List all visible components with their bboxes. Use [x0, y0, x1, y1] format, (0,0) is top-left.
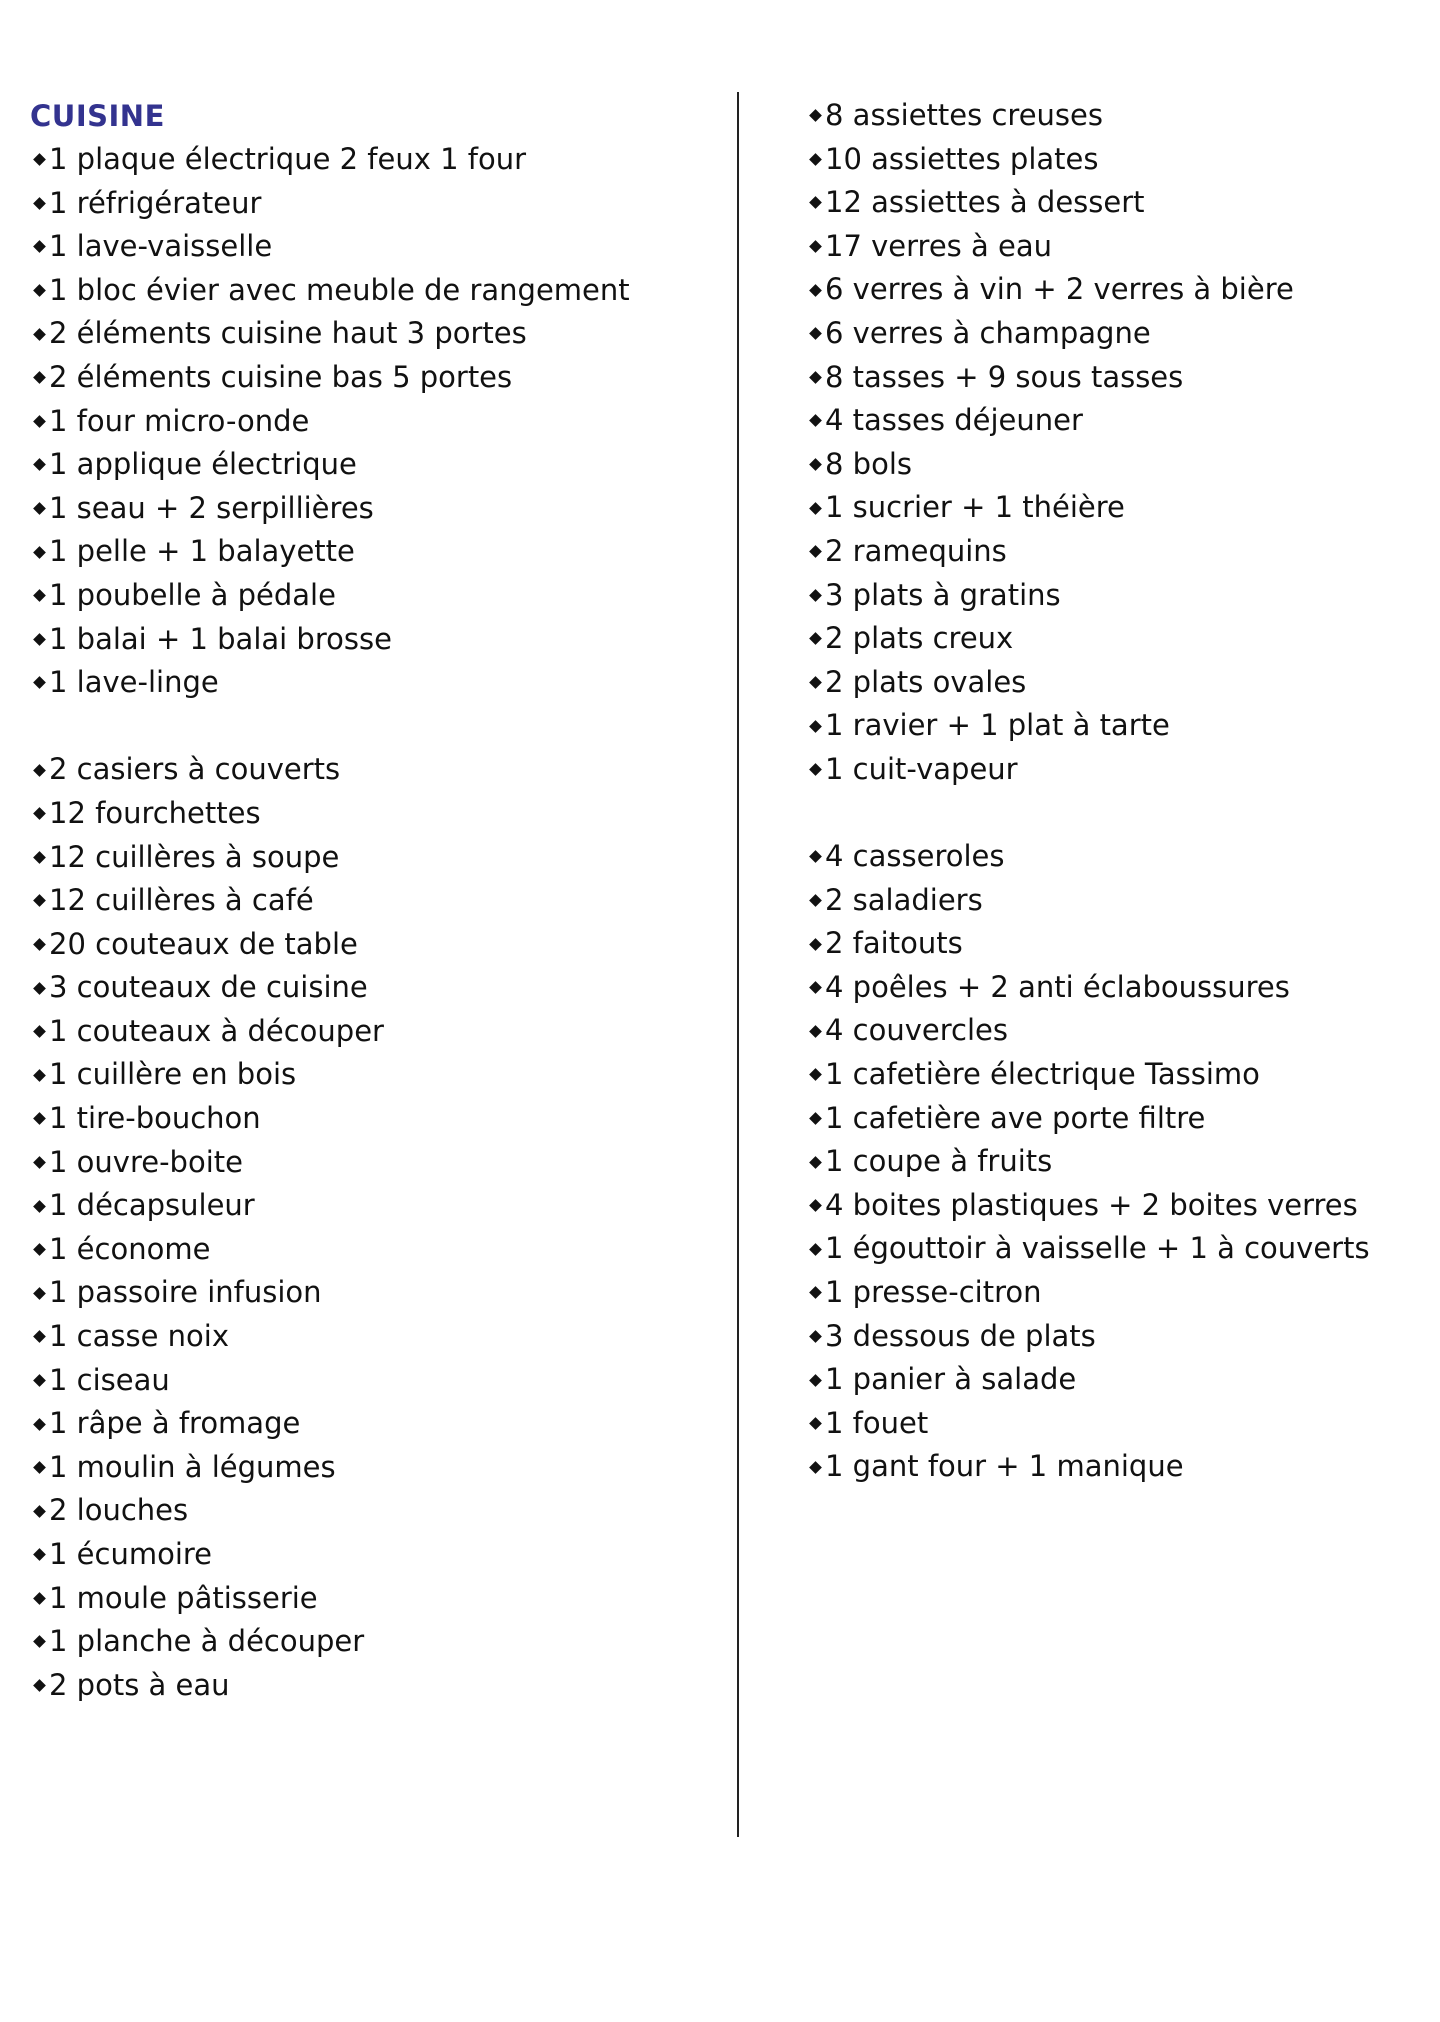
list-item — [806, 1402, 1426, 1446]
item-label: 1 seau + 2 serpillières — [49, 490, 374, 525]
item-label: 20 couteaux de table — [49, 926, 358, 961]
item-label: 6 verres à vin + 2 verres à bière — [825, 272, 1294, 307]
column-divider — [737, 92, 739, 1837]
diamond-bullet-icon — [33, 371, 46, 384]
diamond-bullet-icon — [809, 1068, 822, 1081]
diamond-bullet-icon — [33, 633, 46, 646]
diamond-bullet-icon — [33, 895, 46, 908]
item-label: 3 dessous de plats — [825, 1318, 1096, 1353]
list-item — [806, 661, 1426, 705]
diamond-bullet-icon — [33, 1025, 46, 1038]
diamond-bullet-icon — [33, 1112, 46, 1125]
diamond-bullet-icon — [809, 1243, 822, 1256]
diamond-bullet-icon — [33, 807, 46, 820]
diamond-bullet-icon — [809, 502, 822, 515]
item-label: 1 lave-vaisselle — [49, 229, 273, 264]
list-item — [806, 574, 1426, 618]
list-item — [806, 1445, 1426, 1489]
list-item — [30, 487, 730, 531]
diamond-bullet-icon — [809, 633, 822, 646]
item-label: 1 passoire infusion — [49, 1275, 322, 1310]
item-label: 1 tire-bouchon — [49, 1101, 261, 1136]
list-item — [806, 225, 1426, 269]
item-label: 6 verres à champagne — [825, 315, 1151, 350]
list-item — [30, 1010, 730, 1054]
item-label: 1 économe — [49, 1231, 211, 1266]
diamond-bullet-icon — [809, 1156, 822, 1169]
item-label: 4 boites plastiques + 2 boites verres — [825, 1187, 1358, 1222]
diamond-bullet-icon — [33, 938, 46, 951]
item-label: 1 plaque électrique 2 feux 1 four — [49, 142, 527, 176]
list-item — [806, 1358, 1426, 1402]
diamond-bullet-icon — [809, 153, 822, 166]
item-label: 1 ravier + 1 plat à tarte — [825, 708, 1170, 743]
list-item — [30, 748, 730, 792]
item-label: 1 bloc évier avec meuble de rangement — [49, 272, 630, 307]
diamond-bullet-icon — [809, 1374, 822, 1387]
list-item — [30, 661, 730, 705]
diamond-bullet-icon — [809, 1461, 822, 1474]
item-label: 2 casiers à couverts — [49, 752, 341, 787]
diamond-bullet-icon — [809, 894, 822, 907]
list-item — [806, 1315, 1426, 1359]
item-label: 1 moulin à légumes — [49, 1449, 336, 1484]
item-label: 12 assiettes à dessert — [825, 185, 1145, 220]
list-item — [30, 1489, 730, 1533]
list-item — [30, 138, 730, 182]
diamond-bullet-icon — [33, 284, 46, 297]
item-label: 1 ciseau — [49, 1362, 170, 1397]
item-label: 1 décapsuleur — [49, 1188, 255, 1223]
diamond-bullet-icon — [33, 197, 46, 210]
diamond-bullet-icon — [33, 851, 46, 864]
diamond-bullet-icon — [33, 1156, 46, 1169]
item-label: 1 ouvre-boite — [49, 1144, 243, 1179]
item-label: 1 écumoire — [49, 1537, 213, 1571]
diamond-bullet-icon — [33, 764, 46, 777]
item-label: 8 bols — [825, 446, 912, 481]
list-item — [30, 1620, 730, 1664]
list-item — [806, 312, 1426, 356]
diamond-bullet-icon — [809, 589, 822, 602]
item-label: 1 casse noix — [49, 1319, 230, 1354]
item-label: 2 louches — [49, 1493, 189, 1528]
item-label: 4 tasses déjeuner — [825, 403, 1083, 438]
item-label: 2 plats ovales — [825, 664, 1027, 699]
item-label: 1 poubelle à pédale — [49, 577, 336, 612]
list-item — [30, 443, 730, 487]
list-item — [806, 268, 1426, 312]
diamond-bullet-icon — [809, 1112, 822, 1125]
list-item — [30, 618, 730, 662]
list-item — [806, 530, 1426, 574]
item-label: 1 couteaux à découper — [49, 1013, 384, 1048]
list-item — [806, 1227, 1426, 1271]
list-item — [30, 879, 730, 923]
item-label: 12 cuillères à soupe — [49, 839, 340, 874]
diamond-bullet-icon — [33, 1330, 46, 1343]
diamond-bullet-icon — [33, 1418, 46, 1431]
diamond-bullet-icon — [809, 545, 822, 558]
list-item — [30, 1664, 730, 1708]
list-item — [30, 400, 730, 444]
item-label: 1 panier à salade — [825, 1362, 1077, 1397]
list-item — [806, 486, 1426, 530]
item-label: 1 réfrigérateur — [49, 185, 262, 220]
item-label: 4 poêles + 2 anti éclaboussures — [825, 969, 1290, 1004]
item-label: 8 assiettes creuses — [825, 98, 1103, 132]
diamond-bullet-icon — [809, 284, 822, 297]
item-label: 1 gant four + 1 manique — [825, 1449, 1184, 1484]
diamond-bullet-icon — [809, 1199, 822, 1212]
diamond-bullet-icon — [809, 851, 822, 864]
list-item — [30, 1402, 730, 1446]
list-item — [30, 1141, 730, 1185]
item-label: 1 lave-linge — [49, 665, 219, 700]
list-item — [806, 356, 1426, 400]
list-item — [806, 1184, 1426, 1228]
diamond-bullet-icon — [33, 982, 46, 995]
list-item — [30, 1446, 730, 1490]
diamond-bullet-icon — [809, 1330, 822, 1343]
list-item — [30, 792, 730, 836]
diamond-bullet-icon — [33, 677, 46, 690]
list-item — [30, 1184, 730, 1228]
item-label: 1 moule pâtisserie — [49, 1580, 318, 1615]
diamond-bullet-icon — [809, 240, 822, 253]
item-label: 2 plats creux — [825, 621, 1014, 656]
list-item — [30, 269, 730, 313]
item-label: 2 faitouts — [825, 926, 963, 961]
list-item — [30, 1315, 730, 1359]
list-item — [30, 1577, 730, 1621]
diamond-bullet-icon — [809, 458, 822, 471]
right-list-group-2 — [806, 835, 1426, 1489]
diamond-bullet-icon — [809, 981, 822, 994]
list-item — [806, 1053, 1426, 1097]
diamond-bullet-icon — [33, 546, 46, 559]
item-label: 4 couvercles — [825, 1013, 1008, 1048]
list-item — [806, 835, 1426, 879]
diamond-bullet-icon — [809, 938, 822, 951]
diamond-bullet-icon — [33, 1548, 46, 1561]
list-item — [30, 1359, 730, 1403]
right-list-group-1 — [806, 94, 1426, 792]
diamond-bullet-icon — [809, 109, 822, 122]
diamond-bullet-icon — [33, 328, 46, 341]
list-item — [806, 1009, 1426, 1053]
diamond-bullet-icon — [809, 197, 822, 210]
list-item — [30, 923, 730, 967]
diamond-bullet-icon — [33, 1374, 46, 1387]
diamond-bullet-icon — [33, 502, 46, 515]
item-label: 1 balai + 1 balai brosse — [49, 621, 392, 656]
list-item — [30, 574, 730, 618]
diamond-bullet-icon — [33, 1287, 46, 1300]
item-label: 12 cuillères à café — [49, 883, 314, 918]
diamond-bullet-icon — [33, 1679, 46, 1692]
item-label: 3 couteaux de cuisine — [49, 970, 368, 1005]
list-item — [806, 879, 1426, 923]
list-item — [30, 1271, 730, 1315]
item-label: 1 planche à découper — [49, 1624, 365, 1659]
diamond-bullet-icon — [33, 241, 46, 254]
diamond-bullet-icon — [33, 1505, 46, 1518]
item-label: 1 coupe à fruits — [825, 1144, 1053, 1179]
item-label: 1 presse-citron — [825, 1275, 1042, 1310]
diamond-bullet-icon — [809, 1417, 822, 1430]
list-item — [806, 617, 1426, 661]
list-item — [806, 399, 1426, 443]
item-label: 17 verres à eau — [825, 228, 1052, 263]
diamond-bullet-icon — [33, 459, 46, 472]
item-label: 1 four micro-onde — [49, 403, 310, 438]
list-item — [806, 443, 1426, 487]
item-label: 2 pots à eau — [49, 1667, 230, 1702]
item-label: 2 éléments cuisine haut 3 portes — [49, 316, 527, 351]
list-item — [806, 94, 1426, 138]
diamond-bullet-icon — [33, 153, 46, 166]
list-item — [806, 922, 1426, 966]
diamond-bullet-icon — [33, 1069, 46, 1082]
diamond-bullet-icon — [809, 415, 822, 428]
left-list-group-2 — [30, 748, 730, 1707]
list-item — [30, 966, 730, 1010]
item-label: 1 sucrier + 1 théière — [825, 490, 1125, 525]
diamond-bullet-icon — [809, 371, 822, 384]
list-item — [30, 1097, 730, 1141]
section-title: CUISINE — [30, 99, 165, 133]
diamond-bullet-icon — [33, 589, 46, 602]
diamond-bullet-icon — [809, 327, 822, 340]
list-item — [30, 356, 730, 400]
item-label: 12 fourchettes — [49, 795, 261, 830]
list-item — [806, 138, 1426, 182]
diamond-bullet-icon — [33, 1200, 46, 1213]
list-item — [806, 1271, 1426, 1315]
list-item — [806, 1097, 1426, 1141]
list-item — [30, 1533, 730, 1577]
diamond-bullet-icon — [33, 1592, 46, 1605]
item-label: 1 cafetière ave porte filtre — [825, 1100, 1206, 1135]
item-label: 1 pelle + 1 balayette — [49, 534, 355, 569]
left-list-group-1 — [30, 138, 730, 705]
left-column — [30, 94, 730, 1707]
diamond-bullet-icon — [809, 763, 822, 776]
item-label: 10 assiettes plates — [825, 141, 1099, 176]
item-label: 1 fouet — [825, 1405, 929, 1440]
list-item — [806, 1140, 1426, 1184]
list-item — [30, 182, 730, 226]
list-item — [30, 312, 730, 356]
diamond-bullet-icon — [809, 720, 822, 733]
item-label: 2 ramequins — [825, 533, 1007, 568]
list-item — [30, 530, 730, 574]
list-item — [30, 1053, 730, 1097]
diamond-bullet-icon — [33, 1461, 46, 1474]
diamond-bullet-icon — [33, 1636, 46, 1649]
list-item — [30, 1228, 730, 1272]
item-label: 1 cuit-vapeur — [825, 751, 1018, 786]
list-item — [806, 748, 1426, 792]
list-item — [806, 181, 1426, 225]
right-column — [806, 94, 1426, 1489]
diamond-bullet-icon — [809, 1286, 822, 1299]
item-label: 1 cafetière électrique Tassimo — [825, 1057, 1260, 1092]
diamond-bullet-icon — [33, 415, 46, 428]
item-label: 4 casseroles — [825, 839, 1005, 874]
item-label: 8 tasses + 9 sous tasses — [825, 359, 1184, 394]
item-label: 1 cuillère en bois — [49, 1057, 297, 1092]
diamond-bullet-icon — [809, 676, 822, 689]
item-label: 2 saladiers — [825, 882, 983, 917]
item-label: 2 éléments cuisine bas 5 portes — [49, 359, 513, 394]
item-label: 3 plats à gratins — [825, 577, 1061, 612]
diamond-bullet-icon — [809, 1025, 822, 1038]
item-label: 1 râpe à fromage — [49, 1406, 301, 1441]
list-item — [30, 225, 730, 269]
diamond-bullet-icon — [33, 1243, 46, 1256]
list-item — [806, 966, 1426, 1010]
list-item — [30, 836, 730, 880]
list-item — [806, 704, 1426, 748]
item-label: 1 égouttoir à vaisselle + 1 à couverts — [825, 1231, 1370, 1266]
item-label: 1 applique électrique — [49, 447, 357, 482]
